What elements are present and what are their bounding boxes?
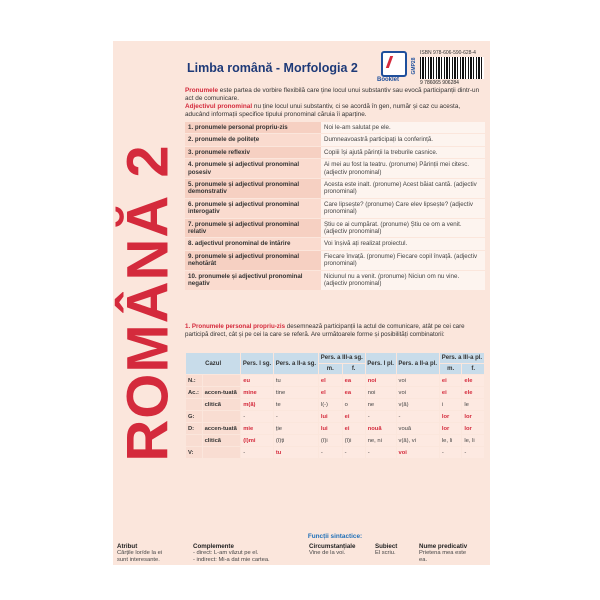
header-pers1pl: Pers. I pl. (365, 353, 396, 375)
header-pers2pl: Pers. a II-a pl. (396, 353, 439, 375)
main-content (185, 87, 485, 291)
type-example: Acesta este inalt. (pronume) Acest băiat cantă. (adjectiv pronominal) (321, 179, 485, 199)
table-row: Ac.: accen-tuată mine tine el ea noi voi ei ele (186, 387, 485, 399)
intro-text-2: nu ține locul unui substantiv, ci se acordă în gen, număr și caz cu acesta, aducând informații specifice tipului pronominal căruia îi aparține. (185, 103, 461, 118)
pronoun-types-table (185, 122, 485, 291)
type-label: 6. pronumele și adjectivul pronominal interogativ (185, 198, 321, 218)
list-item (185, 122, 485, 134)
table-row: clitică m(ă) te l(-) o ne v(ă) i le (186, 399, 485, 411)
type-label: 2. pronumele de politețe (185, 134, 321, 146)
header-pers3pl: Pers. a III-a pl. (439, 353, 484, 364)
logo-text: Booklet (377, 77, 400, 83)
type-label: 8. adjectivul pronominal de întărire (185, 238, 321, 250)
intro-paragraph (185, 87, 485, 119)
list-item (185, 198, 485, 218)
table-row: D: accen-tuată mie ție lui ei nouă vouă lor lor (186, 423, 485, 435)
list-item (185, 218, 485, 238)
table-row: V: - tu - - - voi - - (186, 447, 485, 459)
type-label: 1. pronumele personal propriu-zis (185, 122, 321, 134)
list-item (185, 250, 485, 270)
col-subiect: Subiect El scriu. (375, 543, 398, 556)
syntactic-functions (113, 543, 490, 565)
isbn-text: ISBN 978-606-590-628-4 (420, 50, 476, 56)
header (183, 47, 490, 87)
list-item (185, 270, 485, 290)
type-example: Ai mei au fost la teatru. (pronume) Părinții mei citesc. (adjectiv pronominal) (321, 159, 485, 179)
header-pers3sg: Pers. a III-a sg. (318, 353, 365, 364)
list-item (185, 159, 485, 179)
subheader-m: m. (439, 364, 462, 375)
cases-table (185, 352, 485, 459)
type-label: 9. pronumele și adjectivul pronominal nehotărât (185, 250, 321, 270)
type-example: Știu ce ai cumpărat. (pronume) Știu ce om a venit. (adjectiv pronominal) (321, 218, 485, 238)
section-personal-pronoun (185, 323, 485, 338)
type-example: Noi le-am salutat pe ele. (321, 122, 485, 134)
series-code: GMP28 (411, 57, 417, 75)
barcode-number: 9 786065 906284 (420, 80, 459, 86)
table-row: clitică (î)mi (î)ți (î)i (î)i ne, ni v(ă), vi le, li le, li (186, 435, 485, 447)
barcode-icon (420, 57, 484, 79)
col-atribut: Atribut Cărțile lor/de la ei sunt interesante. (117, 543, 163, 563)
header-pers1sg: Pers. I sg. (241, 353, 274, 375)
vertical-title: ROMÂNĂ 2 (115, 144, 181, 462)
type-example: Copiii își ajută părinții la treburile casnice. (321, 146, 485, 158)
booklet-card (113, 41, 490, 565)
type-label: 3. pronumele reflexiv (185, 146, 321, 158)
intro-term-adjectiv: Adjectivul pronominal (185, 103, 253, 110)
list-item (185, 146, 485, 158)
type-label: 4. pronumele și adjectivul pronominal posesiv (185, 159, 321, 179)
type-label: 5. pronumele și adjectivul pronominal demonstrativ (185, 179, 321, 199)
list-item (185, 179, 485, 199)
subheader-f: f. (462, 364, 485, 375)
booklet-logo-icon (381, 51, 407, 77)
section-term: 1. Pronumele personal propriu-zis (185, 323, 286, 330)
page-title: Limba română - Morfologia 2 (187, 61, 358, 75)
table-row: G: - - lui ei - - lor lor (186, 411, 485, 423)
col-nume-predicativ: Nume predicativ Prietena mea este ea. (419, 543, 468, 563)
subheader-m: m. (318, 364, 342, 375)
type-label: 7. pronumele și adjectivul pronominal relativ (185, 218, 321, 238)
section-text: desemnează participanții la actul de comunicare, atât pe cei care participă direct, cât și pe cei la care se referă. Are următoarele forme și posibilități combinatorii: (185, 323, 465, 338)
table-row: N.: eu tu el ea noi voi ei ele (186, 375, 485, 387)
subheader-f: f. (342, 364, 365, 375)
header-pers2sg: Pers. a II-a sg. (273, 353, 318, 375)
type-example: Dumneavoastră participați la conferință. (321, 134, 485, 146)
intro-text-1: este partea de vorbire flexibilă care ține locul unui substantiv sau evocă participanții dintr-un act de comunicare. (185, 87, 480, 102)
type-example: Care lipsește? (pronume) Care elev lipsește? (adjectiv pronominal) (321, 198, 485, 218)
type-label: 10. pronumele și adjectivul pronominal negativ (185, 270, 321, 290)
type-example: Niciunul nu a venit. (pronume) Niciun om nu vine. (adjectiv pronominal) (321, 270, 485, 290)
syntactic-title: Funcții sintactice: (307, 533, 363, 540)
header-cazul: Cazul (186, 353, 241, 375)
col-circumstantiale: Circumstanțiale Vine de la voi. (309, 543, 356, 556)
col-complemente: Complemente - direct: L-am văzut pe el. - indirect: Mi-a dat mie cartea. (193, 543, 270, 563)
type-example: Fiecare învață. (pronume) Fiecare copil învață. (adjectiv pronominal) (321, 250, 485, 270)
list-item (185, 238, 485, 250)
intro-term-pronume: Pronumele (185, 87, 219, 94)
type-example: Voi înșivă ați realizat proiectul. (321, 238, 485, 250)
list-item (185, 134, 485, 146)
